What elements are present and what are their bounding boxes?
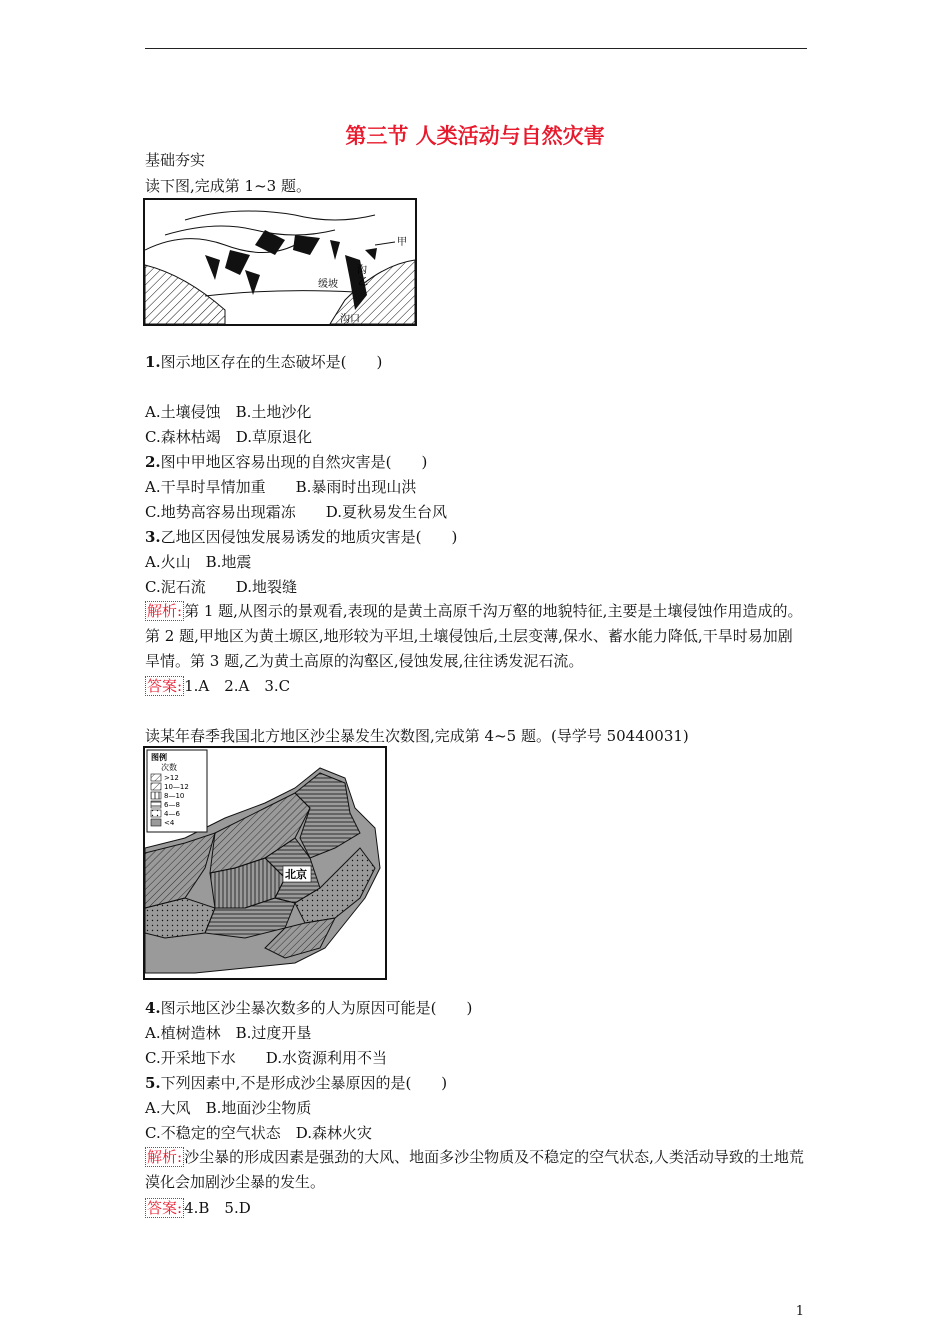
label-gou: 沟 (357, 265, 367, 276)
answer-1: 答案: 1.A 2.A 3.C (147, 677, 291, 695)
analysis-1: 解析: 第 1 题,从图示的景观看,表现的是黄土高原千沟万壑的地貌特征,主要是土壤侵蚀作用造成的。第 2 题,甲地区为黄土塬区,地形较为平坦,土壤侵蚀后,土层变薄,保水、蓄水能力降低,干旱时易加剧旱情。第 3 题,乙为黄土高原的沟壑区,侵蚀发展,往往诱发泥石流。 (145, 602, 803, 670)
analysis-tag: 解析: (147, 1148, 183, 1166)
answer-2: 答案: 4.B 5.D (147, 1199, 251, 1217)
question-1-options-cd: C.森林枯竭 D.草原退化 (145, 428, 312, 446)
question-2: 2.图中甲地区容易出现的自然灾害是( ) (145, 453, 428, 471)
legend-item: 4—6 (164, 810, 180, 818)
legend-item: 6—8 (164, 801, 180, 809)
loess-plateau-drawing (145, 200, 415, 324)
answer-tag: 答案: (147, 1199, 183, 1217)
intro-4-5: 读某年春季我国北方地区沙尘暴发生次数图,完成第 4~5 题。(导学号 50440031) (145, 727, 689, 745)
legend-item: 10—12 (164, 783, 189, 791)
header-rule (145, 48, 807, 49)
question-4-options-ab: A.植树造林 B.过度开垦 (145, 1024, 312, 1042)
question-1: 1.图示地区存在的生态破坏是( ) (145, 353, 383, 371)
figure-loess-plateau (143, 198, 417, 326)
intro-1-3: 读下图,完成第 1~3 题。 (145, 177, 311, 195)
legend-title: 图例 (151, 753, 167, 762)
section-label: 基础夯实 (145, 151, 206, 169)
page-number: 1 (795, 1304, 804, 1319)
label-mouth: 沟口 (340, 314, 360, 324)
legend-item: 8—10 (164, 792, 185, 800)
question-4: 4.图示地区沙尘暴次数多的人为原因可能是( ) (145, 999, 473, 1017)
legend-subtitle: 次数 (161, 763, 177, 772)
question-2-options-cd: C.地势高容易出现霜冻 D.夏秋易发生台风 (145, 503, 447, 521)
label-slope: 缓坡 (318, 279, 338, 290)
question-1-options-ab: A.土壤侵蚀 B.土地沙化 (145, 403, 312, 421)
question-2-options-ab: A.干旱时旱情加重 B.暴雨时出现山洪 (145, 478, 417, 496)
question-4-options-cd: C.开采地下水 D.水资源利用不当 (145, 1049, 387, 1067)
question-5-options-cd: C.不稳定的空气状态 D.森林火灾 (145, 1124, 372, 1142)
legend-item: >12 (164, 774, 179, 782)
analysis-tag: 解析: (147, 602, 183, 620)
legend-item: <4 (164, 819, 175, 827)
answer-tag: 答案: (147, 677, 183, 695)
question-5-options-ab: A.大风 B.地面沙尘物质 (145, 1099, 312, 1117)
question-3-options-ab: A.火山 B.地震 (145, 553, 252, 571)
page-title: 第三节 人类活动与自然灾害 (345, 124, 605, 148)
analysis-2: 解析: 沙尘暴的形成因素是强劲的大风、地面多沙尘物质及不稳定的空气状态,人类活动导致的土地荒漠化会加剧沙尘暴的发生。 (145, 1148, 804, 1191)
label-yi: 乙 (358, 277, 368, 288)
label-jia: 甲 (397, 237, 407, 248)
label-beijing: 北京 (285, 868, 307, 881)
question-3-options-cd: C.泥石流 D.地裂缝 (145, 578, 297, 596)
sandstorm-map-drawing (145, 748, 385, 978)
question-5: 5.下列因素中,不是形成沙尘暴原因的是( ) (145, 1074, 448, 1092)
figure-sandstorm-map (143, 746, 387, 980)
question-3: 3.乙地区因侵蚀发展易诱发的地质灾害是( ) (145, 528, 458, 546)
